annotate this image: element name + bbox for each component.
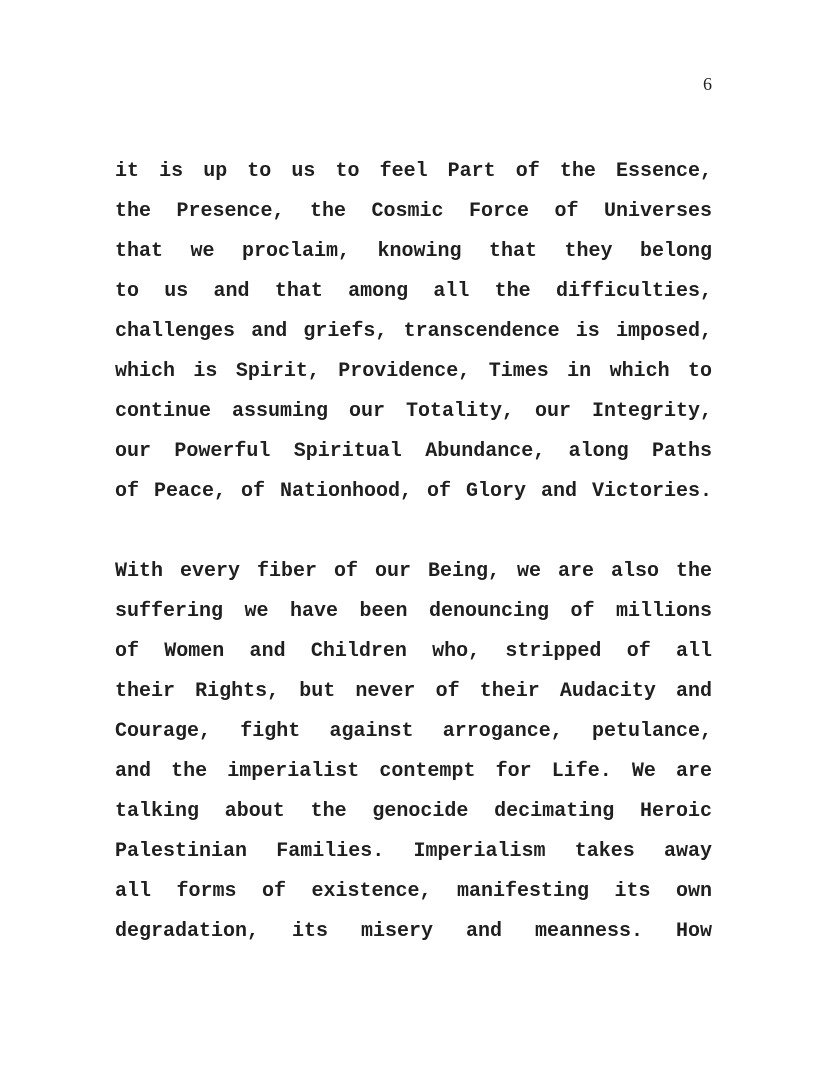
text-line: of Women and Children who, stripped of all xyxy=(115,640,712,663)
paragraph-1 xyxy=(115,152,712,512)
text-line: that we proclaim, knowing that they belong xyxy=(115,240,712,263)
paragraph-2 xyxy=(115,552,712,952)
page-number: 6 xyxy=(703,74,712,94)
text-line: it is up to us to feel Part of the Essence, xyxy=(115,160,712,183)
text-line: to us and that among all the difficulties, xyxy=(115,280,712,303)
text-line: Palestinian Families. Imperialism takes away xyxy=(115,840,712,863)
text-line: challenges and griefs, transcendence is imposed, xyxy=(115,320,712,343)
text-line: degradation, its misery and meanness. How xyxy=(115,920,712,943)
body-text xyxy=(115,152,712,952)
text-line: the Presence, the Cosmic Force of Universes xyxy=(115,200,712,223)
text-line: our Powerful Spiritual Abundance, along Paths xyxy=(115,440,712,463)
text-line: their Rights, but never of their Audacity and xyxy=(115,680,712,703)
text-line: continue assuming our Totality, our Integrity, xyxy=(115,400,712,423)
text-line: and the imperialist contempt for Life. We are xyxy=(115,760,712,783)
text-line: Courage, fight against arrogance, petulance, xyxy=(115,720,712,743)
text-line: talking about the genocide decimating Heroic xyxy=(115,800,712,823)
text-line: With every fiber of our Being, we are also the xyxy=(115,560,712,583)
text-line: which is Spirit, Providence, Times in which to xyxy=(115,360,712,383)
text-line: suffering we have been denouncing of millions xyxy=(115,600,712,623)
text-line: of Peace, of Nationhood, of Glory and Victories. xyxy=(115,480,712,503)
text-line: all forms of existence, manifesting its own xyxy=(115,880,712,903)
